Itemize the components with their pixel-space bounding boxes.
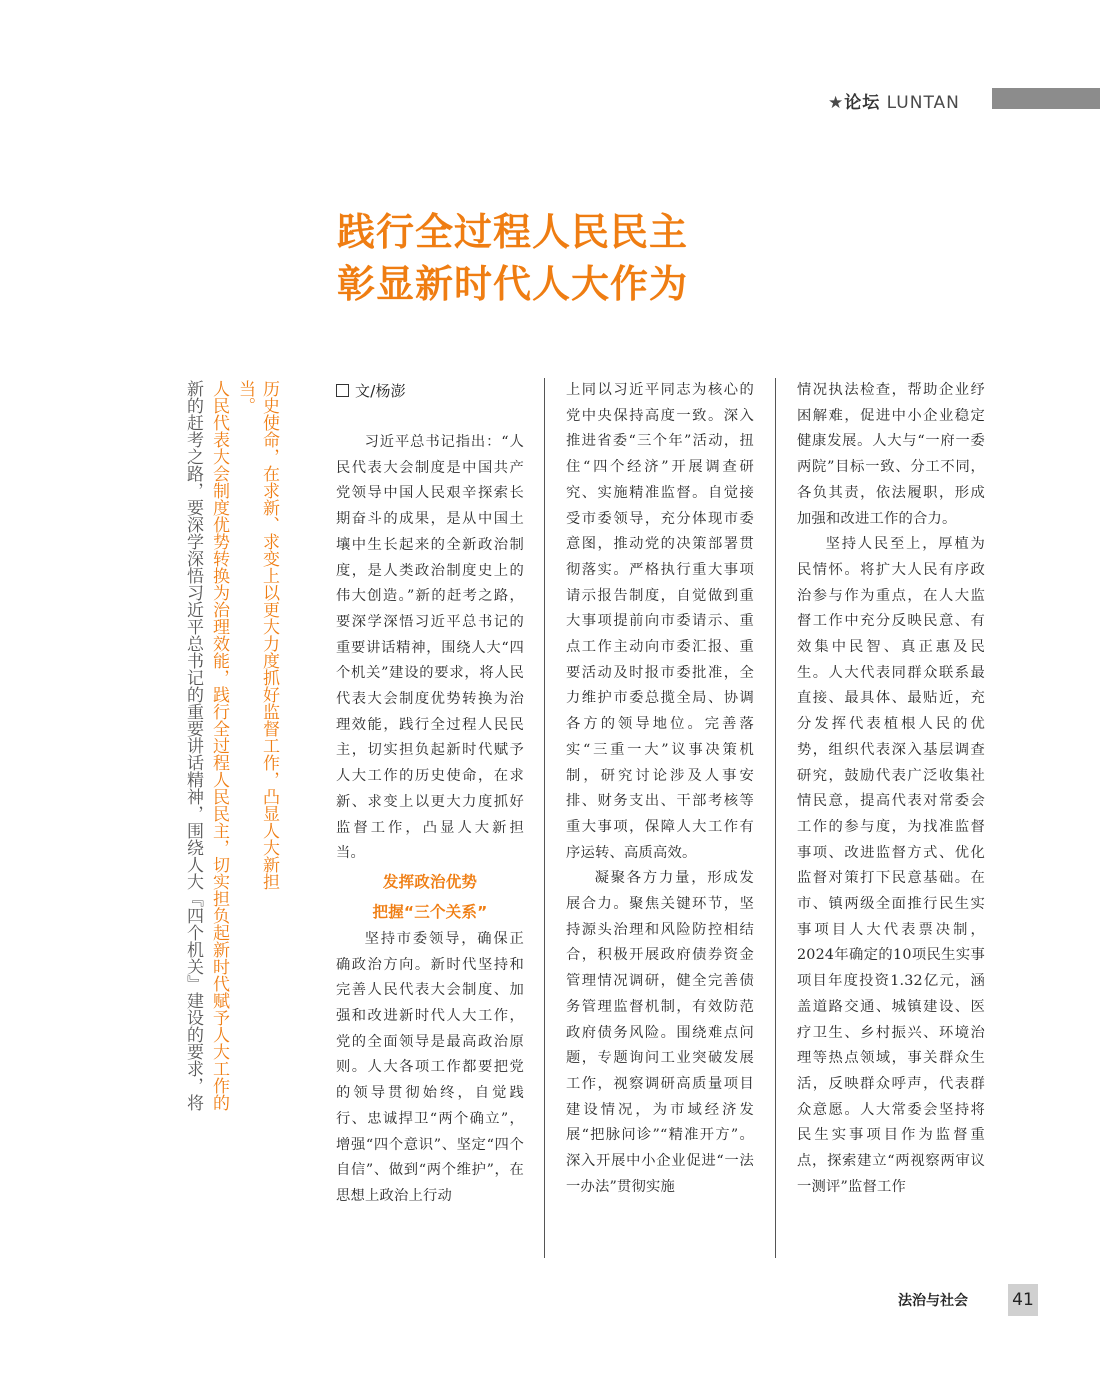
square-icon <box>336 384 349 397</box>
pull-quote-line-3: 新的赶考之路，要深学深悟习近平总书记的重要讲话精神，围绕人大『四个机关』建设的要求，将 <box>183 380 203 1111</box>
text-column-1 <box>336 378 524 1210</box>
text-column-3 <box>797 378 985 1201</box>
page-number: 41 <box>1008 1284 1038 1316</box>
title-line-1: 践行全过程人民民主 <box>337 210 689 254</box>
paragraph: 坚持市委领导，确保正确政治方向。新时代坚持和完善人民代表大会制度、加强和改进新时代人大工作，党的全面领导是最高政治原则。人大各项工作都要把党的领导贯彻始终，自觉践行、忠诚捍卫“两个确立”，增强“四个意识”、坚定“四个自信”、做到“两个维护”，在思想上政治上行动 <box>336 930 524 1204</box>
paragraph: 上同以习近平同志为核心的党中央保持高度一致。深入推进省委“三个年”活动，扭住“四个经济”开展调查研究、实施精准监督。自觉接受市委领导，充分体现市委意图，推动党的决策部署贯彻落实。严格执行重大事项请示报告制度，自觉做到重大事项提前向市委请示、重点工作主动向市委汇报、重要活动及时报市委批准，全力维护市委总揽全局、协调各方的领导地位。完善落实“三重一大”议事决策机制，研究讨论涉及人事安排、财务支出、干部考核等重大事项，保障人大工作有序运转、高质高效。 <box>566 382 754 861</box>
header-bar <box>992 88 1100 109</box>
paragraph: 坚持人民至上，厚植为民情怀。将扩大人民有序政治参与作为重点，在人大监督工作中充分反映民意、有效集中民智、真正惠及民生。人大代表同群众联系最直接、最具体、最贴近，充分发挥代表植根人民的优势，组织代表深入基层调查研究，鼓励代表广泛收集社情民意，提高代表对常委会工作的参与度，为找准监督事项、改进监督方式、优化监督对策打下民意基础。在市、镇两级全面推行民生实事项目人大代表票决制，2024年确定的10项民生实事项目年度投资1.32亿元，涵盖道路交通、城镇建设、医疗卫生、乡村振兴、环境治理等热点领域，事关群众生活，反映群众呼声，代表群众意愿。人大常委会坚持将民生实事项目作为监督重点，探索建立“两视察两审议一测评”监督工作 <box>797 536 985 1195</box>
column-divider <box>544 378 545 1258</box>
column-divider <box>775 378 776 1258</box>
pull-quote-line-1: 历史使命，在求新、求变上以更大力度抓好监督工作，凸显人大新担当。 <box>235 380 279 890</box>
title-line-2: 彰显新时代人大作为 <box>337 262 689 306</box>
section-name-cn: 论坛 <box>844 93 881 113</box>
paragraph: 凝聚各方力量，形成发展合力。聚焦关键环节，坚持源头治理和风险防控相结合，积极开展政府债券资金管理情况调研，健全完善债务管理监督机制，有效防范政府债务风险。围绕难点问题，专题询问工业突破发展工作，视察调研高质量项目建设情况，为市域经济发展“把脉问诊”“精准开方”。深入开展中小企业促进“一法一办法”贯彻实施 <box>566 870 754 1195</box>
subheading: 发挥政治优势 把握“三个关系” <box>372 872 488 921</box>
star-icon: ★ <box>828 93 845 113</box>
text-column-2 <box>566 378 754 1201</box>
paragraph: 情况执法检查，帮助企业纾困解难，促进中小企业稳定健康发展。人大与“一府一委两院”目标一致、分工不同，各负其责，依法履职，形成加强和改进工作的合力。 <box>797 382 985 527</box>
paragraph: 习近平总书记指出：“人民代表大会制度是中国共产党领导中国人民艰辛探索长期奋斗的成果，是从中国土壤中生长起来的全新政治制度，是人类政治制度史上的伟大创造。”新的赶考之路，要深学深悟习近平总书记的重要讲话精神，围绕人大“四个机关”建设的要求，将人民代表大会制度优势转换为治理效能，践行全过程人民民主，切实担负起新时代赋予人大工作的历史使命，在求新、求变上以更大力度抓好监督工作，凸显人大新担当。 <box>336 434 524 862</box>
pull-quote-line-2: 人民代表大会制度优势转换为治理效能，践行全过程人民民主，切实担负起新时代赋予人大工作的 <box>209 380 229 1111</box>
magazine-name: 法治与社会 <box>898 1293 968 1309</box>
section-header <box>828 88 960 113</box>
section-name-en: LUNTAN <box>886 93 960 113</box>
byline: 文/杨澎 <box>336 378 524 404</box>
article-title <box>337 206 688 310</box>
